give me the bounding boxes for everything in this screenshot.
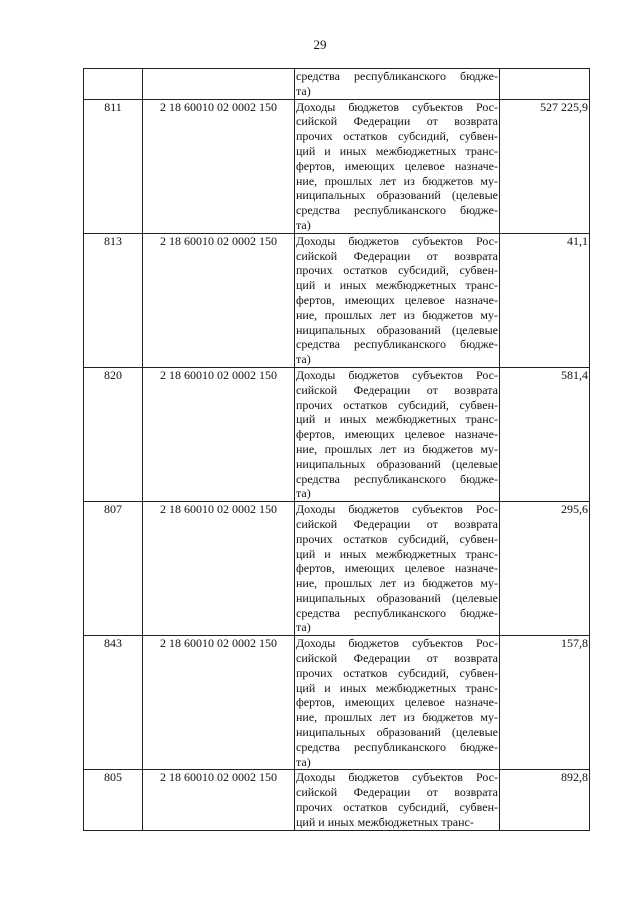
- revenue-name-line: ниципальных образований (целевые: [296, 590, 498, 605]
- revenue-name-line: сийской Федерации от возврата: [296, 114, 498, 129]
- budget-code-cell: [143, 69, 295, 100]
- revenue-name-line: ние, прошлых лет из бюджетов му-: [296, 576, 498, 591]
- amount-cell: 295,6: [500, 502, 590, 636]
- revenue-name-line: ниципальных образований (целевые: [296, 456, 498, 471]
- revenue-name-line: прочих остатков субсидий, субвен-: [296, 397, 498, 412]
- amount-cell: [500, 69, 590, 100]
- revenue-name-line: фертов, имеющих целевое назначе-: [296, 158, 498, 173]
- revenue-name-line: сийской Федерации от возврата: [296, 651, 498, 666]
- amount-cell: 157,8: [500, 636, 590, 770]
- admin-code-cell: 807: [84, 502, 143, 636]
- amount-cell: 892,8: [500, 770, 590, 830]
- revenue-name-line: та): [296, 620, 311, 635]
- amount-cell: 581,4: [500, 367, 590, 501]
- revenue-name-line: ние, прошлых лет из бюджетов му-: [296, 710, 498, 725]
- table-row: [84, 233, 590, 367]
- page-number: 29: [313, 37, 327, 52]
- revenue-name-line: та): [296, 486, 311, 501]
- table-row: [84, 69, 590, 100]
- revenue-name-line: сийской Федерации от возврата: [296, 516, 498, 531]
- revenue-name-line: та): [296, 754, 311, 769]
- revenue-name-line: средства республиканского бюдже-: [296, 739, 498, 754]
- revenue-name-line: ций и иных межбюджетных транс-: [296, 278, 498, 293]
- amount-cell: 41,1: [500, 233, 590, 367]
- budget-code-cell: 2 18 60010 02 0002 150: [143, 233, 295, 367]
- revenue-name-line: Доходы бюджетов субъектов Рос-: [296, 99, 498, 114]
- revenue-name-line: Доходы бюджетов субъектов Рос-: [296, 502, 498, 517]
- revenue-name-cell: [295, 233, 500, 367]
- revenue-name-line: средства республиканского бюдже-: [296, 605, 498, 620]
- revenue-name-line: средства республиканского бюдже-: [296, 69, 498, 83]
- revenue-name-cell: [295, 502, 500, 636]
- revenue-name-line: ние, прошлых лет из бюджетов му-: [296, 441, 498, 456]
- revenue-name-line: средства республиканского бюдже-: [296, 471, 498, 486]
- admin-code-cell: 811: [84, 99, 143, 233]
- revenue-name-line: ние, прошлых лет из бюджетов му-: [296, 307, 498, 322]
- table-body: [84, 69, 590, 831]
- revenue-name-line: Доходы бюджетов субъектов Рос-: [296, 636, 498, 651]
- revenue-name-line: прочих остатков субсидий, субвен-: [296, 263, 498, 278]
- revenue-name-line: Доходы бюджетов субъектов Рос-: [296, 770, 498, 785]
- revenue-name-line: та): [296, 83, 311, 98]
- revenue-name-line: ций и иных межбюджетных транс-: [296, 814, 474, 829]
- budget-code-cell: 2 18 60010 02 0002 150: [143, 367, 295, 501]
- budget-code-cell: 2 18 60010 02 0002 150: [143, 770, 295, 830]
- revenue-name-line: ние, прошлых лет из бюджетов му-: [296, 173, 498, 188]
- admin-code-cell: 805: [84, 770, 143, 830]
- admin-code-cell: 813: [84, 233, 143, 367]
- admin-code-cell: 820: [84, 367, 143, 501]
- revenue-name-cell: [295, 367, 500, 501]
- revenue-name-line: ниципальных образований (целевые: [296, 322, 498, 337]
- revenue-name-line: Доходы бюджетов субъектов Рос-: [296, 367, 498, 382]
- admin-code-cell: [84, 69, 143, 100]
- revenue-name-line: ниципальных образований (целевые: [296, 725, 498, 740]
- revenue-name-line: та): [296, 217, 311, 232]
- table-row: [84, 502, 590, 636]
- revenue-name-line: прочих остатков субсидий, субвен-: [296, 129, 498, 144]
- revenue-name-line: средства республиканского бюдже-: [296, 203, 498, 218]
- revenue-name-line: фертов, имеющих целевое назначе-: [296, 561, 498, 576]
- revenue-name-line: прочих остатков субсидий, субвен-: [296, 531, 498, 546]
- revenue-name-line: сийской Федерации от возврата: [296, 248, 498, 263]
- revenue-name-cell: [295, 636, 500, 770]
- amount-cell: 527 225,9: [500, 99, 590, 233]
- revenue-name-cell: [295, 770, 500, 830]
- table-row: [84, 636, 590, 770]
- budget-code-cell: 2 18 60010 02 0002 150: [143, 636, 295, 770]
- budget-revenue-table: [83, 68, 590, 831]
- revenue-name-line: та): [296, 352, 311, 367]
- revenue-name-cell: [295, 69, 500, 100]
- revenue-name-line: ций и иных межбюджетных транс-: [296, 546, 498, 561]
- revenue-name-cell: [295, 99, 500, 233]
- revenue-name-line: ниципальных образований (целевые: [296, 188, 498, 203]
- table-row: [84, 99, 590, 233]
- table-row: [84, 367, 590, 501]
- revenue-name-line: сийской Федерации от возврата: [296, 382, 498, 397]
- revenue-name-line: средства республиканского бюдже-: [296, 337, 498, 352]
- revenue-name-line: фертов, имеющих целевое назначе-: [296, 292, 498, 307]
- admin-code-cell: 843: [84, 636, 143, 770]
- budget-code-cell: 2 18 60010 02 0002 150: [143, 99, 295, 233]
- revenue-name-line: фертов, имеющих целевое назначе-: [296, 427, 498, 442]
- revenue-name-line: сийской Федерации от возврата: [296, 785, 498, 800]
- revenue-name-line: ций и иных межбюджетных транс-: [296, 412, 498, 427]
- revenue-name-line: Доходы бюджетов субъектов Рос-: [296, 233, 498, 248]
- table-row: [84, 770, 590, 830]
- revenue-name-line: ций и иных межбюджетных транс-: [296, 680, 498, 695]
- revenue-name-line: прочих остатков субсидий, субвен-: [296, 665, 498, 680]
- revenue-name-line: ций и иных межбюджетных транс-: [296, 143, 498, 158]
- revenue-name-line: прочих остатков субсидий, субвен-: [296, 800, 498, 815]
- revenue-name-line: фертов, имеющих целевое назначе-: [296, 695, 498, 710]
- budget-code-cell: 2 18 60010 02 0002 150: [143, 502, 295, 636]
